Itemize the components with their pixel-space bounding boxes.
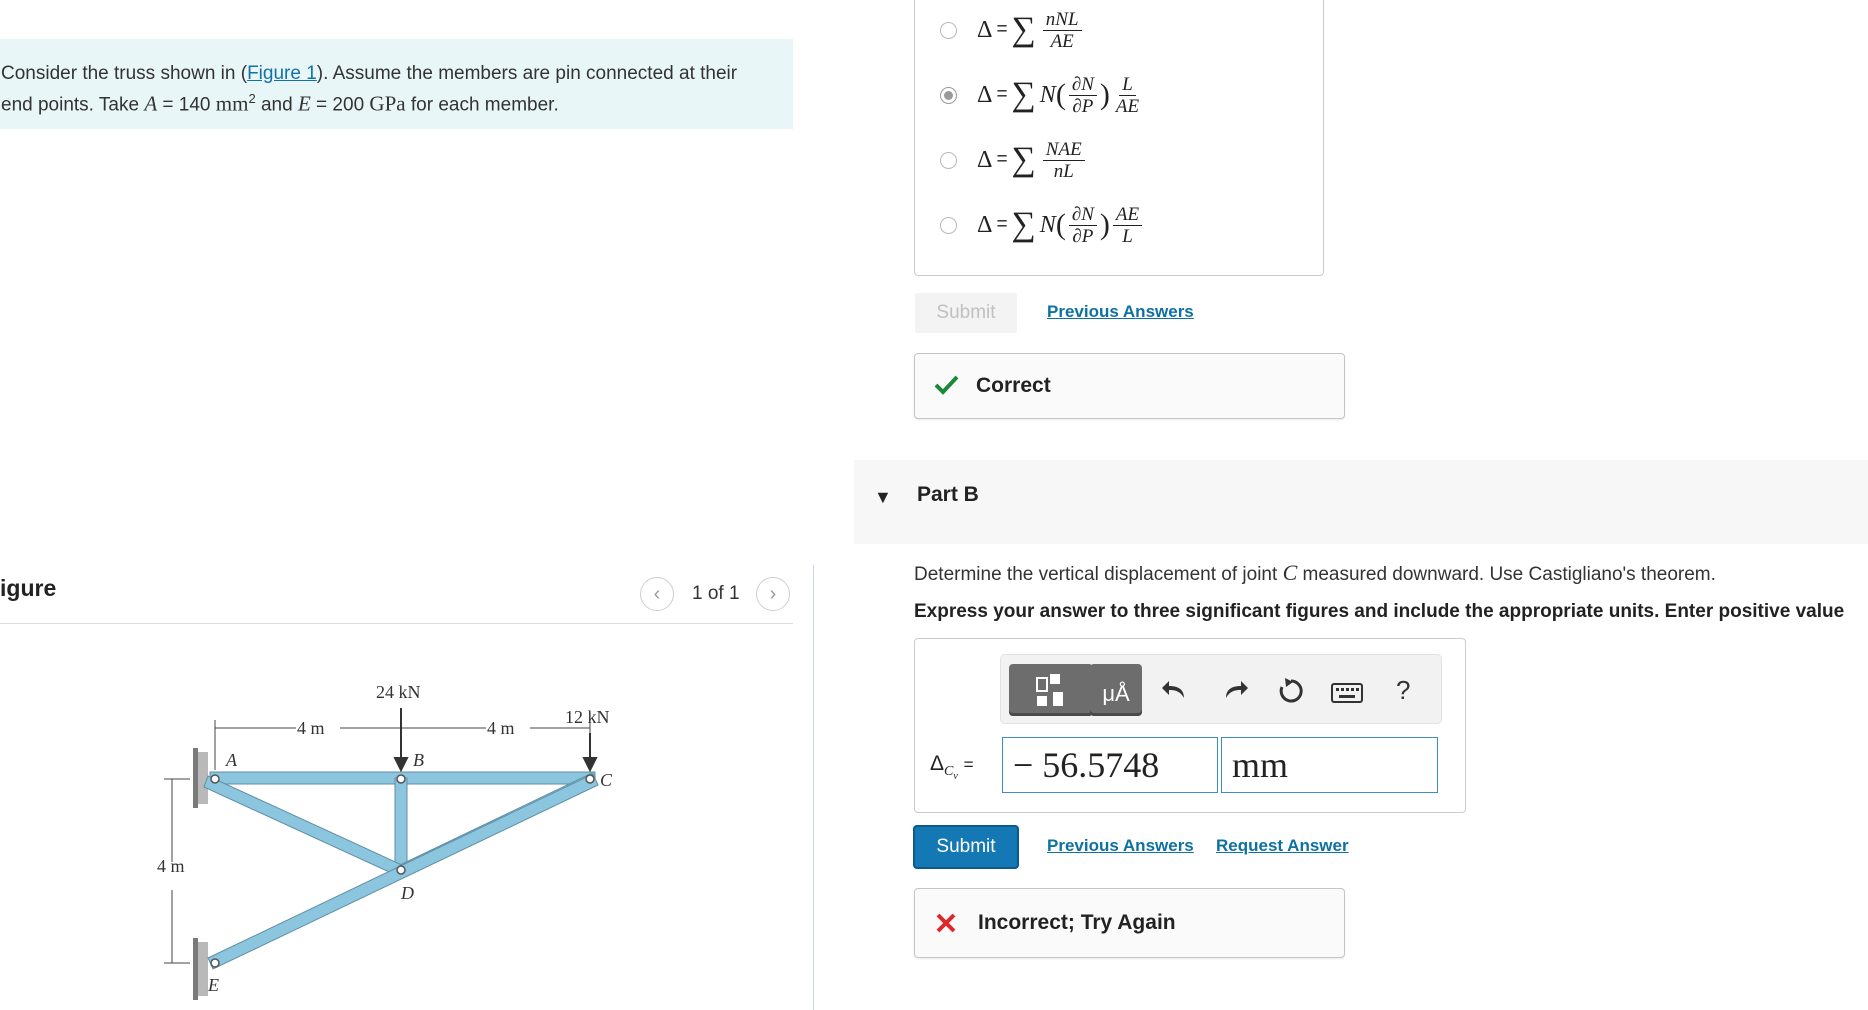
- chevron-left-icon: ‹: [653, 583, 661, 605]
- part-b-submit-button[interactable]: Submit: [915, 827, 1017, 867]
- choice-1[interactable]: [940, 5, 1085, 55]
- part-b-instructions: Express your answer to three significant figures and include the appropriate units. Enter positive value: [914, 601, 1845, 622]
- joint-label-b: B: [413, 750, 424, 770]
- part-b-header[interactable]: [854, 460, 1868, 544]
- dimension-label-2: 4 m: [487, 718, 515, 738]
- help-button[interactable]: ?: [1396, 675, 1411, 705]
- templates-button[interactable]: [1009, 664, 1093, 716]
- radio-choice-2[interactable]: [940, 87, 957, 104]
- previous-figure-button[interactable]: [640, 577, 674, 611]
- part-b-title: Part B: [917, 483, 979, 506]
- choice-1-formula: Δ = ∑ $\frac{\text{nNL}}{AE}$: [977, 9, 1085, 52]
- choice-3-formula: Δ = ∑ $\frac{\text{NAE}}{nL}$: [977, 139, 1088, 182]
- units-button[interactable]: [1090, 664, 1142, 716]
- truss-figure: [0, 640, 800, 1010]
- problem-statement: Consider the truss shown in (Figure 1). Assume the members are pin connected at their end points. Take A = 140 $mm^2$ and E = 200 GPa for each member.: [1, 63, 738, 116]
- radio-choice-3[interactable]: [940, 152, 957, 169]
- figure-pager-text: 1 of 1: [692, 583, 740, 604]
- answer-unit-input[interactable]: mm: [1221, 737, 1438, 793]
- load-label-12kn: 12 kN: [565, 707, 610, 727]
- part-a-previous-answers-link[interactable]: Previous Answers: [1047, 302, 1194, 321]
- dimension-label-1: 4 m: [297, 718, 325, 738]
- next-figure-button[interactable]: [756, 577, 790, 611]
- templates-icon: [1009, 664, 1093, 716]
- radio-choice-1[interactable]: [940, 22, 957, 39]
- undo-icon[interactable]: [1160, 678, 1190, 704]
- load-label-24kn: 24 kN: [376, 682, 421, 702]
- dimension-label-3: 4 m: [157, 856, 185, 876]
- part-b-question: Determine the vertical displacement of joint C measured downward. Use Castigliano's theorem.: [914, 560, 1716, 585]
- answer-label: $\Delta_{C_v}$ =: [930, 752, 974, 782]
- redo-icon[interactable]: [1220, 678, 1250, 704]
- incorrect-x-icon: [935, 912, 957, 934]
- choice-3[interactable]: [940, 135, 1088, 185]
- checkmark-icon: [934, 374, 960, 396]
- keyboard-icon[interactable]: [1331, 683, 1363, 703]
- joint-label-c: C: [600, 770, 613, 790]
- figure-link[interactable]: Figure 1: [247, 63, 317, 84]
- choice-2-formula: Δ = ∑ N ( $\frac{\partial N}{\partial P}$ ) $\frac{L}{AE}$: [977, 73, 1140, 117]
- part-b-feedback-text: Incorrect; Try Again: [978, 911, 1176, 934]
- part-a-submit-button[interactable]: Submit: [915, 293, 1017, 333]
- radio-choice-4[interactable]: [940, 217, 957, 234]
- panel-divider: [813, 565, 814, 1010]
- part-a-feedback-text: Correct: [976, 374, 1051, 397]
- choice-2[interactable]: [940, 70, 1145, 120]
- figure-title: igure: [0, 575, 57, 601]
- reset-icon[interactable]: [1276, 676, 1306, 706]
- answer-value-input[interactable]: − 56.5748: [1002, 737, 1218, 793]
- joint-label-e: E: [208, 975, 219, 995]
- joint-label-a: A: [226, 750, 237, 770]
- units-icon: μÅ: [1102, 681, 1130, 706]
- caret-down-icon[interactable]: ▼: [874, 487, 892, 507]
- part-b-previous-answers-link[interactable]: Previous Answers: [1047, 836, 1194, 855]
- choice-4-formula: Δ = ∑ N ( $\frac{\partial N}{\partial P}$ ) $\frac{AE}{L}$: [977, 204, 1145, 247]
- joint-label-d: D: [401, 883, 414, 903]
- figure-divider: [0, 623, 793, 624]
- chevron-right-icon: ›: [769, 583, 777, 605]
- request-answer-link[interactable]: Request Answer: [1216, 836, 1349, 855]
- choice-4[interactable]: [940, 200, 1145, 250]
